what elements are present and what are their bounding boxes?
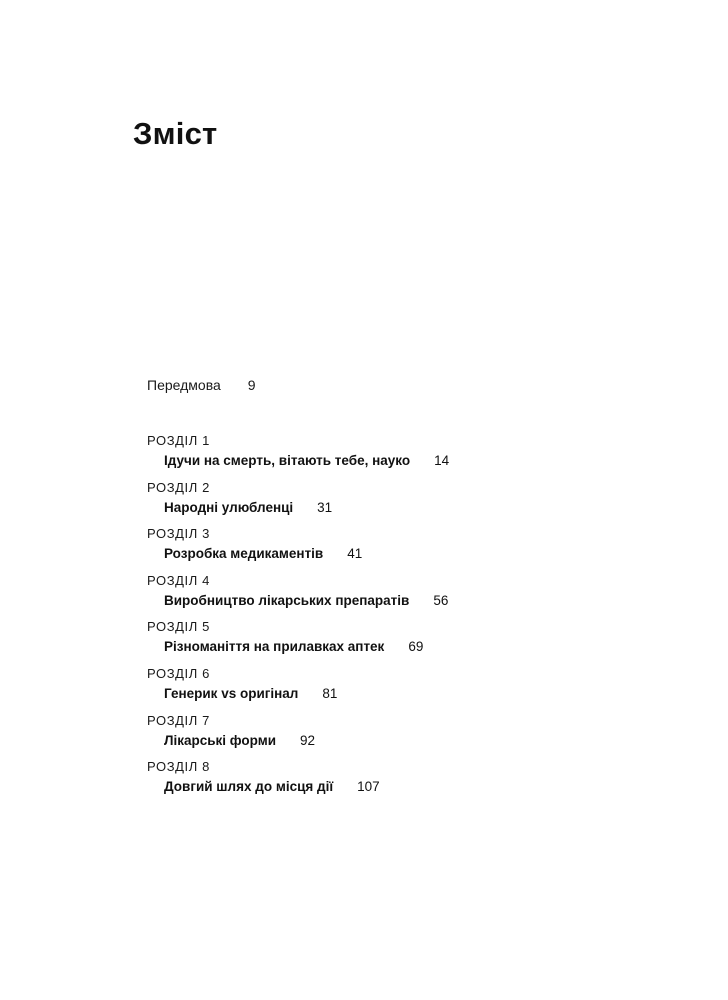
toc-entry-title: Ідучи на смерть, вітають тебе, науко [164, 453, 411, 468]
table-of-contents [147, 433, 587, 806]
toc-chapter-3 [147, 526, 587, 573]
chapter-label: РОЗДІЛ 4 [147, 572, 210, 588]
toc-entry-title: Розробка медикаментів [164, 546, 324, 562]
toc-entry [164, 592, 587, 609]
chapter-label: РОЗДІЛ 5 [147, 619, 210, 635]
toc-page-number: 41 [347, 546, 363, 562]
chapter-label: РОЗДІЛ 6 [147, 665, 210, 681]
toc-entry [164, 732, 587, 749]
toc-page-number: 31 [317, 499, 333, 515]
chapter-label: РОЗДІЛ 3 [147, 526, 210, 542]
toc-entry [164, 499, 587, 516]
toc-entry-title: Лікарські форми [164, 732, 277, 748]
toc-chapter-7 [147, 713, 587, 760]
toc-entry-title: Різноманіття на прилавках аптек [164, 639, 385, 655]
toc-entry-title: Виробництво лікарських препаратів [164, 592, 410, 608]
chapter-label: РОЗДІЛ 1 [147, 433, 210, 448]
toc-page-number: 92 [300, 732, 316, 748]
toc-entry-title: Генерик vs оригінал [164, 685, 299, 701]
toc-entry-title: Довгий шлях до місця дії [164, 779, 334, 795]
toc-chapter-2 [147, 480, 587, 527]
toc-entry [164, 685, 587, 702]
toc-page-number: 56 [433, 592, 449, 608]
toc-chapter-5 [147, 619, 587, 666]
toc-chapter-8 [147, 759, 587, 806]
toc-entry-title: Передмова [147, 377, 221, 393]
toc-chapter-1 [147, 433, 587, 480]
chapter-label: РОЗДІЛ 2 [147, 479, 210, 495]
chapter-label: РОЗДІЛ 8 [147, 759, 210, 775]
toc-entry [164, 452, 587, 469]
toc-page-number: 107 [357, 779, 380, 795]
toc-entry-title: Народні улюбленці [164, 499, 294, 515]
toc-page-number: 9 [247, 377, 256, 393]
toc-entry [164, 638, 587, 655]
toc-entry [164, 778, 587, 795]
toc-page-number: 14 [434, 453, 450, 468]
chapter-label: РОЗДІЛ 7 [147, 712, 210, 728]
toc-entry-preface [147, 376, 256, 394]
page-title: Зміст [133, 116, 218, 151]
toc-entry [164, 545, 587, 562]
toc-page-number: 81 [322, 685, 338, 701]
toc-chapter-6 [147, 666, 587, 713]
toc-chapter-4 [147, 573, 587, 620]
toc-page-number: 69 [408, 639, 424, 655]
